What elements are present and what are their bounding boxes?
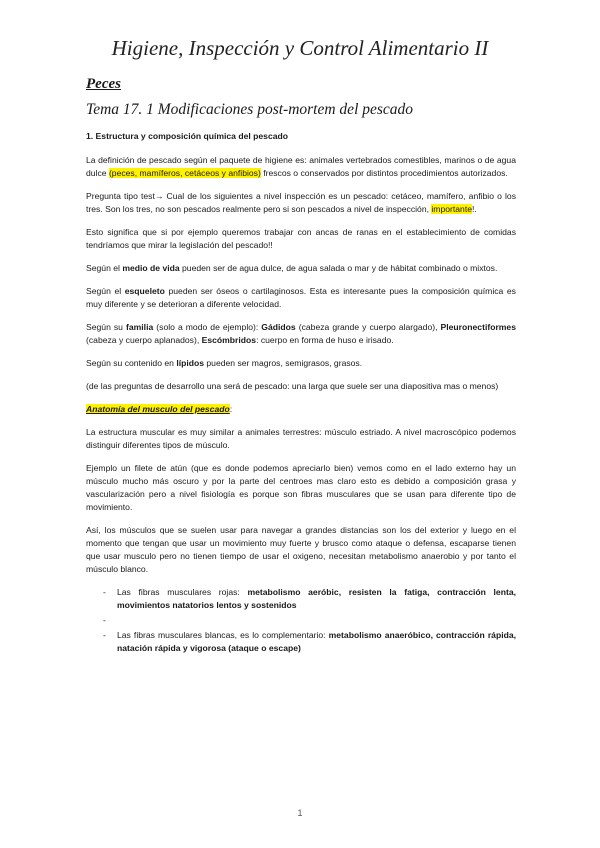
paragraph-test-question: Pregunta tipo test→ Cual de los siguientes a nivel inspección es un pescado: cetáceo, mamífero, anfibio o los tres. Son los tres, no son pescados realmente pero si son pescados a nivel de inspección, importante!. xyxy=(86,191,516,214)
paragraph-lipidos: Según su contenido en lípidos pueden ser magros, semigrasos, grasos. xyxy=(86,358,363,368)
document-header-title: Higiene, Inspección y Control Alimentario II xyxy=(111,36,489,60)
anatomy-title: Anatomía del musculo del pescado xyxy=(86,404,230,414)
section-title: Peces xyxy=(86,76,121,92)
paragraph-atun: Ejemplo un filete de atún (que es donde podemos apreciarlo bien) vemos como en el lado externo hay un músculo mucho más oscuro y por la parte del centroes mas claro esto es debido a composición grasa y vascularización pero a nivel fisiología es porque son fibras musculares que se usan para diferente tipo de movimiento. xyxy=(86,463,516,512)
paragraph-estructura: La estructura muscular es muy similar a animales terrestres: músculo estriado. A nivel macroscópico podemos distinguir diferentes tipos de músculo. xyxy=(86,427,516,450)
document-body xyxy=(86,76,516,657)
paragraph-esqueleto: Según el esqueleto pueden ser óseos o cartilaginosos. Esta es interesante pues la composición química es muy diferente y se deterioran a diferente velocidad. xyxy=(86,286,516,309)
page-number: 1 xyxy=(297,808,303,818)
paragraph-preguntas: (de las preguntas de desarrollo una será de pescado: una larga que suele ser una diapositiva mas o menos) xyxy=(86,381,499,391)
paragraph-medio-vida: Según el medio de vida pueden ser de agua dulce, de agua salada o mar y de hábitat combinado o mixtos. xyxy=(86,263,498,273)
list-item: - Las fibras musculares blancas, es lo complementario: metabolismo anaeróbico, contracción rápida, natación rápida y vigorosa (ataque o escape) xyxy=(103,630,516,653)
list-item: - xyxy=(103,615,106,625)
paragraph-familia: Según su familia (solo a modo de ejemplo): Gádidos (cabeza grande y cuerpo alargado), Pleuronectiformes (cabeza y cuerpo aplanados), Escómbridos: cuerpo en forma de huso e irisado. xyxy=(86,322,516,345)
paragraph-definition: La definición de pescado según el paquete de higiene es: animales vertebrados comestibles, marinos o de agua dulce (peces, mamíferos, cetáceos y anfibios) frescos o conservados por distintos procedimientos autorizados. xyxy=(86,155,516,178)
subsection-title: 1. Estructura y composición química del pescado xyxy=(86,131,289,141)
topic-title: Tema 17. 1 Modificaciones post-mortem del pescado xyxy=(86,101,414,118)
paragraph-ranas: Esto significa que si por ejemplo queremos trabajar con ancas de ranas en el establecimiento de comidas tendríamos que mirar la legislación del pescado!! xyxy=(86,227,516,250)
fiber-list xyxy=(86,586,516,655)
highlight-text: importante xyxy=(431,204,472,214)
anatomy-heading: Anatomía del musculo del pescado: xyxy=(86,404,233,414)
highlight-text: (peces, mamíferos, cetáceos y anfibios) xyxy=(108,168,261,178)
list-item: - Las fibras musculares rojas: metabolismo aeróbic, resisten la fatiga, contracción lenta, movimientos natatorios lentos y sostenidos xyxy=(103,587,516,610)
paragraph-musculos: Así, los músculos que se suelen usar para navegar a grandes distancias son los del exterior y luego en el momento que tengan que usar un movimiento muy fuerte y brusco como ataque o defensa, escaparse tienen que usar musculo pero no tienen tiempo de usar el oxigeno, necesitan metabolismo anaerobio y por tanto el músculo blanco. xyxy=(86,525,516,574)
